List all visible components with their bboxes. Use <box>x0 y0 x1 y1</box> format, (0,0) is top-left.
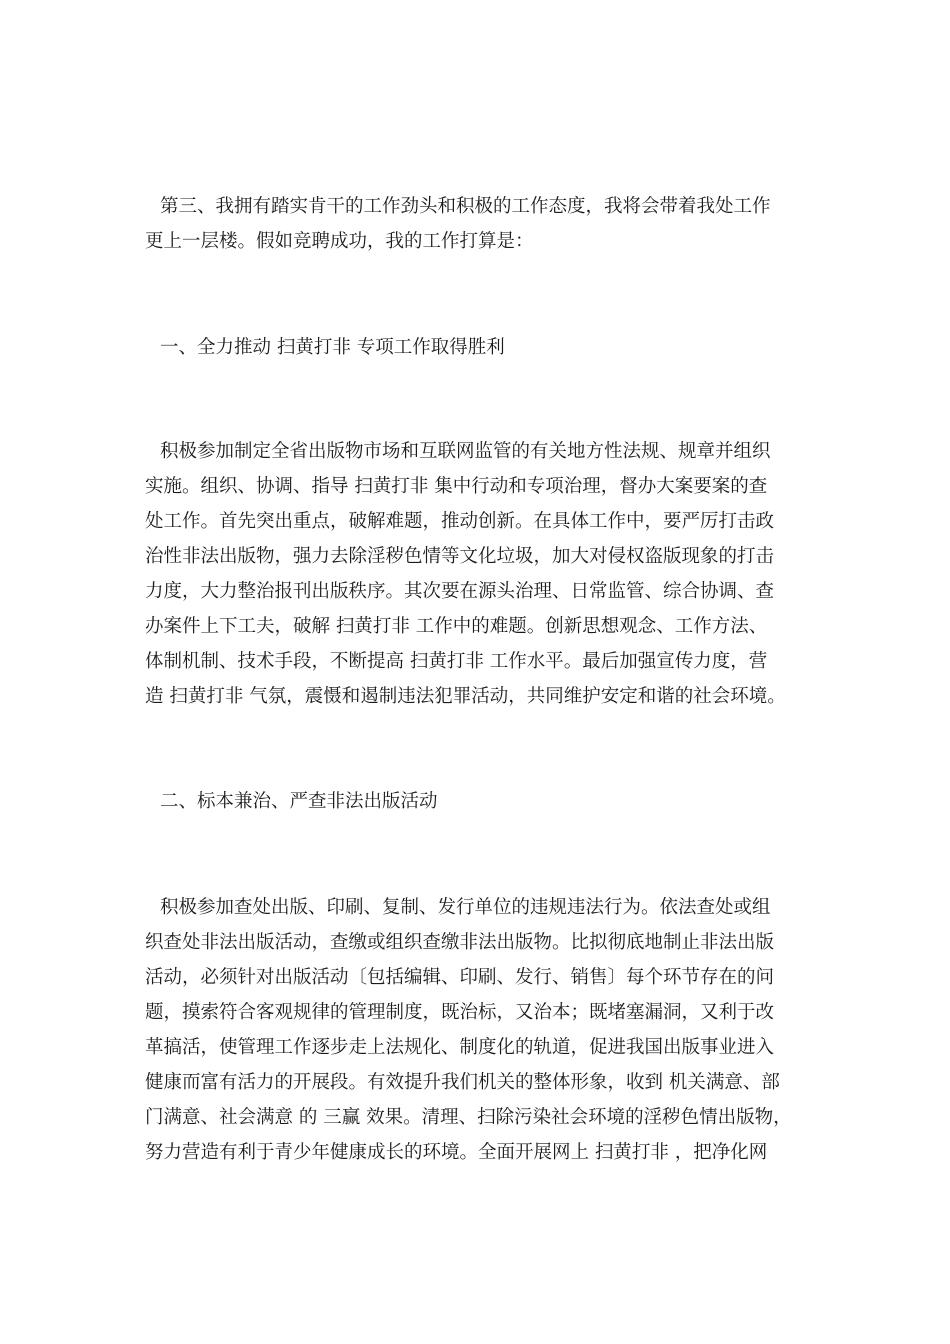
paragraph-1-line-1: 第三、我拥有踏实肯干的工作劲头和积极的工作态度，我将会带着我处工作 <box>160 196 771 217</box>
paragraph-2-line-8: 造 扫黄打非 气氛，震慑和遏制违法犯罪活动，共同维护安定和谐的社会环境。 <box>145 686 786 707</box>
section-heading-1: 一、全力推动 扫黄打非 专项工作取得胜利 <box>160 337 505 358</box>
paragraph-3-line-1: 积极参加查处出版、印刷、复制、发行单位的违规违法行为。依法查处或组 <box>160 897 771 918</box>
paragraph-2-line-1: 积极参加制定全省出版物市场和互联网监管的有关地方性法规、规章并组织 <box>160 441 771 462</box>
paragraph-3-line-6: 健康而富有活力的开展段。有效提升我们机关的整体形象，收到 机关满意、部 <box>145 1072 780 1093</box>
paragraph-2-line-4: 治性非法出版物，强力去除淫秽色情等文化垃圾，加大对侵权盗版现象的打击 <box>145 546 775 567</box>
paragraph-3-line-7: 门满意、社会满意 的 三赢 效果。清理、扫除污染社会环境的淫秽色情出版物， <box>145 1107 792 1128</box>
paragraph-2-line-3: 处工作。首先突出重点，破解难题，推动创新。在具体工作中，要严厉打击政 <box>145 511 775 532</box>
paragraph-2-line-2: 实施。组织、协调、指导 扫黄打非 集中行动和专项治理，督办大案要案的查 <box>145 476 768 497</box>
paragraph-2-line-6: 办案件上下工夫，破解 扫黄打非 工作中的难题。创新思想观念、工作方法、 <box>145 616 768 637</box>
paragraph-3-line-3: 活动，必须针对出版活动〔包括编辑、印刷、发行、销售〕每个环节存在的问 <box>145 967 775 988</box>
paragraph-3-line-5: 革搞活，使管理工作逐步走上法规化、制度化的轨道，促进我国出版事业进入 <box>145 1037 775 1058</box>
paragraph-2-line-7: 体制机制、技术手段，不断提高 扫黄打非 工作水平。最后加强宣传力度，营 <box>145 651 768 672</box>
paragraph-1-line-2: 更上一层楼。假如竞聘成功，我的工作打算是： <box>145 231 534 252</box>
paragraph-3-line-2: 织查处非法出版活动，查缴或组织查缴非法出版物。比拟彻底地制止非法出版 <box>145 932 775 953</box>
section-heading-2: 二、标本兼治、严查非法出版活动 <box>160 791 438 812</box>
paragraph-3-line-8: 努力营造有利于青少年健康成长的环境。全面开展网上 扫黄打非 ，把净化网 <box>145 1142 768 1163</box>
paragraph-3-line-4: 题，摸索符合客观规律的管理制度，既治标，又治本；既堵塞漏洞，又利于改 <box>145 1002 775 1023</box>
paragraph-2-line-5: 力度，大力整治报刊出版秩序。其次要在源头治理、日常监管、综合协调、查 <box>145 581 775 602</box>
